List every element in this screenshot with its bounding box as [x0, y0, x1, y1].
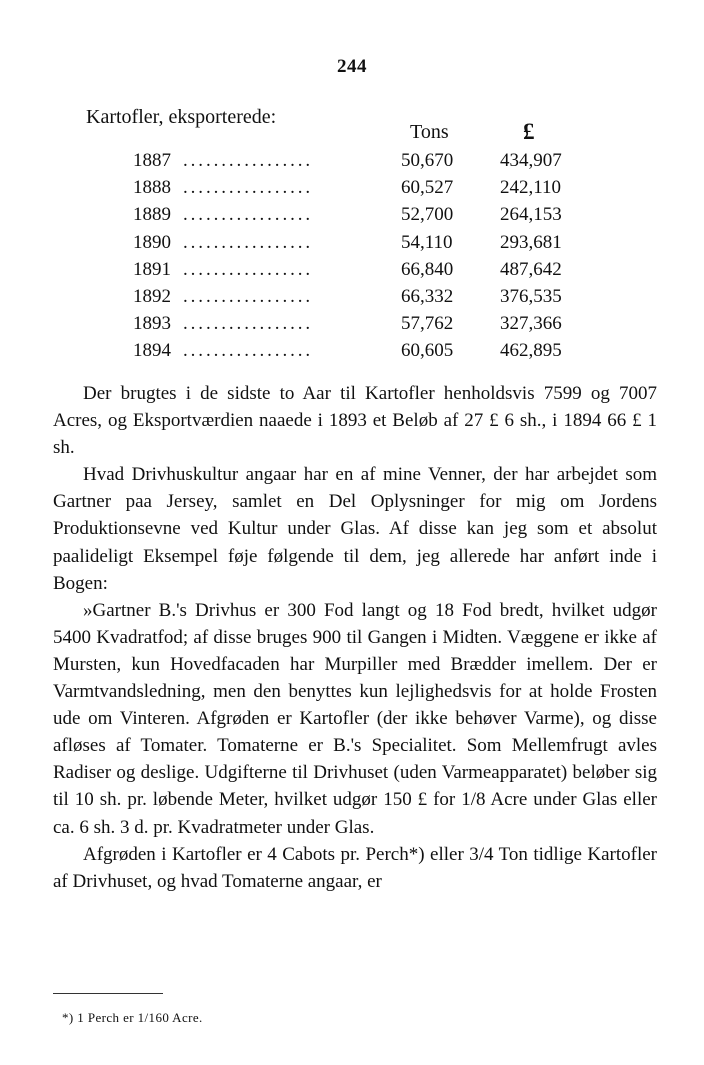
tons-cell: 54,110	[401, 231, 453, 253]
year-cell: 1894	[133, 340, 171, 362]
year-cell: 1893	[133, 313, 171, 335]
leader-dots: .................	[183, 231, 314, 253]
tons-cell: 60,605	[401, 340, 454, 362]
year-cell: 1892	[133, 285, 171, 307]
table-caption: Kartofler, eksporterede:	[86, 106, 277, 128]
pounds-cell: 434,907	[500, 150, 562, 171]
pounds-cell: 462,895	[500, 340, 562, 362]
paragraph-harvest: Afgrøden i Kartofler er 4 Cabots pr. Perch*) eller 3/4 Ton tidlige Kartofler af Drivhuset, og hvad Tomaterne angaar, er	[53, 843, 657, 892]
paragraph-potato-acreage: Der brugtes i de sidste to Aar til Kartofler henholdsvis 7599 og 7007 Acres, og Eksportværdien naaede i 1893 et Beløb af 27 £ 6 sh., i 1894 66 £ 1 sh.	[53, 383, 657, 459]
table-row	[0, 204, 704, 231]
table-row	[0, 313, 704, 340]
leader-dots: .................	[183, 177, 314, 199]
tons-cell: 50,670	[401, 150, 454, 171]
tons-cell: 52,700	[401, 204, 454, 226]
leader-dots: .................	[183, 313, 314, 335]
year-cell: 1888	[133, 177, 171, 199]
tons-cell: 66,332	[401, 285, 454, 307]
pounds-cell: 376,535	[500, 285, 562, 307]
pounds-cell: 327,366	[500, 313, 562, 335]
pounds-cell: 487,642	[500, 258, 562, 280]
column-header-tons: Tons	[410, 121, 449, 143]
year-cell: 1887	[133, 150, 171, 171]
table-row	[0, 177, 704, 204]
paragraph-greenhouse-intro: Hvad Drivhuskultur angaar har en af mine Venner, der har arbejdet som Gartner paa Jersey, samlet en Del Oplysninger for mig om Jordens Produktionsevne ved Kultur under Glas. Af disse kan jeg som et absolut paalideligt Eksempel føje følgende til dem, jeg allerede har anført inde i Bogen:	[53, 464, 657, 594]
tons-cell: 60,527	[401, 177, 454, 199]
table-row	[0, 340, 704, 367]
leader-dots: .................	[183, 258, 314, 280]
table-row	[0, 286, 704, 313]
year-cell: 1891	[133, 258, 171, 280]
pounds-cell: 264,153	[500, 204, 562, 226]
table-row	[0, 259, 704, 286]
table-row	[0, 150, 704, 177]
footnote: *) 1 Perch er 1/160 Acre.	[62, 1010, 203, 1025]
paragraph-gardener-report: »Gartner B.'s Drivhus er 300 Fod langt og 18 Fod bredt, hvilket udgør 5400 Kvadratfod; af disse bruges 900 til Gangen i Midten. Væggene er ikke af Mursten, kun Hovedfacaden har Murpiller med Brædder imellem. Der er Varmtvandsledning, men den benyttes kun lejlighedsvis for at holde Frosten ude om Vinteren. Afgrøden er Kartofler (der ikke behøver Varme), og disse afløses af Tomater. Tomaterne er B.'s Specialitet. Som Mellemfrugt avles Radiser og deslige. Udgifterne til Drivhuset (uden Varmeapparatet) beløber sig til 10 sh. pr. løbende Meter, hvilket udgør 150 £ for 1/8 Acre under Glas eller ca. 6 sh. 3 d. pr. Kvadratmeter under Glas.	[53, 599, 657, 838]
table-row	[0, 232, 704, 259]
page-number: 244	[337, 56, 367, 77]
body-text	[53, 380, 657, 895]
tons-cell: 57,762	[401, 313, 454, 335]
pounds-cell: 293,681	[500, 231, 562, 253]
pounds-cell: 242,110	[500, 177, 562, 199]
leader-dots: .................	[183, 340, 314, 362]
year-cell: 1889	[133, 204, 171, 226]
leader-dots: .................	[183, 150, 314, 171]
leader-dots: .................	[183, 285, 314, 307]
column-header-pounds: £	[523, 119, 535, 144]
year-cell: 1890	[133, 231, 171, 253]
footnote-rule	[53, 993, 163, 994]
leader-dots: .................	[183, 204, 314, 226]
export-table	[0, 150, 704, 368]
tons-cell: 66,840	[401, 258, 454, 280]
